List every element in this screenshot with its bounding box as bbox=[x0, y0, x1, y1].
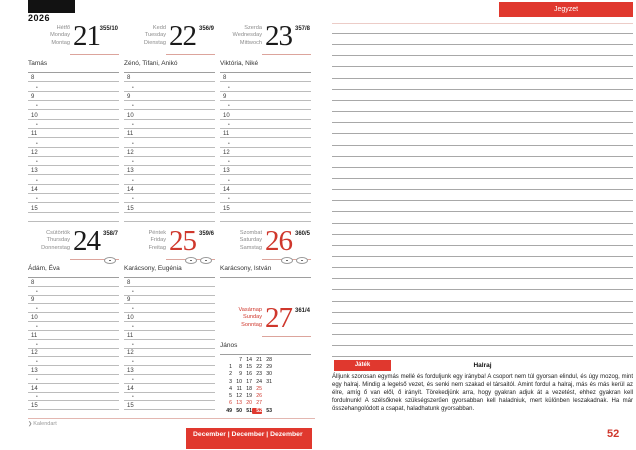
note-line bbox=[332, 33, 633, 34]
hour-row: 9 bbox=[220, 92, 311, 101]
nameday: Ádám, Éva bbox=[28, 264, 119, 278]
day-number: 27 bbox=[265, 302, 292, 334]
half-hour-row: • bbox=[28, 120, 119, 129]
calendar-day-cell[interactable]: 31 bbox=[266, 378, 272, 385]
blank-space bbox=[220, 278, 311, 304]
moon-phase-icon bbox=[200, 257, 212, 264]
half-hour-row: • bbox=[28, 194, 119, 203]
day-number: 22 bbox=[169, 20, 196, 52]
hour-row: 10 bbox=[28, 313, 119, 322]
half-hour-row: • bbox=[28, 287, 119, 296]
half-hour-row: • bbox=[124, 375, 215, 384]
hour-grid bbox=[220, 73, 311, 222]
day-number: 23 bbox=[265, 20, 292, 52]
hour-row: 8 bbox=[28, 278, 119, 287]
day-label-en: Sunday bbox=[243, 314, 262, 321]
hour-row: 9 bbox=[28, 92, 119, 101]
note-line bbox=[332, 156, 633, 157]
note-line bbox=[332, 323, 633, 324]
calendar-day-cell[interactable]: 28 bbox=[266, 356, 272, 363]
day-label-en: Wednesday bbox=[232, 32, 262, 39]
calendar-day-cell[interactable]: 26 bbox=[256, 393, 262, 400]
half-hour-row bbox=[28, 213, 119, 222]
hour-grid bbox=[28, 73, 119, 222]
page-number: 52 bbox=[607, 428, 620, 440]
hour-row: 9 bbox=[124, 92, 215, 101]
hour-grid bbox=[124, 73, 215, 222]
hour-row: 11 bbox=[28, 129, 119, 138]
hour-row: 12 bbox=[28, 349, 119, 358]
mini-calendar[interactable] bbox=[222, 356, 276, 414]
calendar-day-cell[interactable]: 7 bbox=[239, 356, 242, 363]
day-of-year: 358/7 bbox=[102, 231, 118, 237]
half-hour-row: • bbox=[124, 287, 215, 296]
brand-name: Kalendart bbox=[33, 421, 57, 427]
day-label-de: Samstag bbox=[239, 244, 262, 251]
hour-row: 12 bbox=[124, 349, 215, 358]
hour-row: 11 bbox=[28, 331, 119, 340]
moon-phase-icon bbox=[296, 257, 308, 264]
week-number-cell: 50 bbox=[236, 407, 242, 414]
day-label-hu: Csütörtök bbox=[46, 230, 70, 236]
day-label-en: Saturday bbox=[239, 237, 262, 244]
half-hour-row: • bbox=[124, 82, 215, 91]
note-line bbox=[332, 145, 633, 146]
divider bbox=[166, 54, 215, 55]
calendar-day-cell[interactable]: 23 bbox=[256, 371, 262, 378]
hour-row: 15 bbox=[28, 401, 119, 410]
calendar-day-cell[interactable]: 17 bbox=[246, 378, 252, 385]
nameday: Tamás bbox=[28, 59, 119, 73]
day-label-de: Montag bbox=[51, 39, 70, 46]
half-hour-row: • bbox=[28, 340, 119, 349]
day-labels bbox=[220, 307, 262, 329]
day-labels bbox=[220, 25, 262, 47]
day-number: 25 bbox=[169, 225, 196, 257]
day-label-de: Freitag bbox=[148, 244, 166, 251]
week-number-cell: 53 bbox=[266, 407, 272, 414]
hour-row: 14 bbox=[124, 384, 215, 393]
divider bbox=[70, 54, 119, 55]
hour-row: 15 bbox=[124, 203, 215, 212]
note-line bbox=[332, 234, 633, 235]
half-hour-row: • bbox=[124, 101, 215, 110]
holiday-icon bbox=[185, 257, 197, 264]
day-of-year: 356/9 bbox=[198, 26, 214, 32]
hour-grid bbox=[124, 278, 215, 419]
half-hour-row: • bbox=[28, 157, 119, 166]
calendar-day-cell[interactable]: 20 bbox=[246, 400, 252, 407]
day-block-monday bbox=[28, 22, 119, 222]
half-hour-row: • bbox=[220, 194, 311, 203]
hour-row: 14 bbox=[28, 384, 119, 393]
hour-row: 12 bbox=[220, 148, 311, 157]
note-line bbox=[332, 133, 633, 134]
half-hour-row bbox=[124, 213, 215, 222]
half-hour-row bbox=[220, 213, 311, 222]
hour-row: 9 bbox=[124, 296, 215, 305]
note-line bbox=[332, 278, 633, 279]
half-hour-row: • bbox=[28, 82, 119, 91]
moon-phase-icon bbox=[104, 257, 116, 264]
nameday: Viktória, Niké bbox=[220, 59, 311, 73]
note-line bbox=[332, 256, 633, 257]
calendar-day-cell[interactable]: 21 bbox=[256, 356, 262, 363]
day-label-hu: Kedd bbox=[152, 25, 166, 31]
hour-row: 8 bbox=[28, 73, 119, 82]
note-line bbox=[332, 223, 633, 224]
hour-row: 11 bbox=[124, 331, 215, 340]
note-line bbox=[332, 334, 633, 335]
day-label-hu: Szerda bbox=[244, 25, 262, 31]
day-label-en: Friday bbox=[150, 237, 166, 244]
half-hour-row: • bbox=[28, 138, 119, 147]
day-of-year: 357/8 bbox=[294, 26, 310, 32]
calendar-day-cell[interactable]: 18 bbox=[246, 385, 252, 392]
brand-logo-icon: ❯ bbox=[28, 421, 33, 427]
half-hour-row: • bbox=[124, 120, 215, 129]
calendar-day-cell[interactable]: 10 bbox=[236, 378, 242, 385]
phase-icons bbox=[104, 257, 116, 264]
half-hour-row: • bbox=[124, 393, 215, 402]
week-number-cell: 52 bbox=[252, 408, 262, 414]
calendar-day-cell[interactable]: 25 bbox=[256, 385, 262, 392]
day-header bbox=[28, 227, 119, 264]
hour-row: 11 bbox=[124, 129, 215, 138]
hour-row: 10 bbox=[124, 110, 215, 119]
day-label-de: Donnerstag bbox=[41, 244, 70, 251]
calendar-day-cell[interactable]: 12 bbox=[236, 393, 242, 400]
note-line bbox=[332, 55, 633, 56]
day-of-year: 361/4 bbox=[294, 308, 310, 314]
hour-row: 13 bbox=[28, 366, 119, 375]
calendar-day-cell[interactable]: 3 bbox=[229, 378, 232, 385]
hour-grid bbox=[28, 278, 119, 419]
day-label-hu: Vasárnap bbox=[238, 307, 262, 313]
hour-row: 10 bbox=[220, 110, 311, 119]
day-header bbox=[220, 22, 311, 59]
day-header bbox=[220, 304, 311, 341]
day-labels bbox=[124, 230, 166, 252]
half-hour-row: • bbox=[28, 175, 119, 184]
calendar-day-cell[interactable]: 16 bbox=[246, 371, 252, 378]
hour-row: 10 bbox=[124, 313, 215, 322]
hour-row: 8 bbox=[124, 278, 215, 287]
week-number-cell: 51 bbox=[246, 407, 252, 414]
calendar-day-cell[interactable]: 22 bbox=[256, 363, 262, 370]
note-line bbox=[332, 267, 633, 268]
hour-row: 14 bbox=[220, 185, 311, 194]
day-block-saturday bbox=[220, 227, 311, 278]
half-hour-row: • bbox=[28, 393, 119, 402]
note-line bbox=[332, 178, 633, 179]
divider bbox=[28, 418, 315, 419]
calendar-day-cell[interactable]: 5 bbox=[229, 393, 232, 400]
note-line bbox=[332, 44, 633, 45]
day-label-en: Monday bbox=[50, 32, 70, 39]
half-hour-row: • bbox=[28, 357, 119, 366]
day-labels bbox=[28, 25, 70, 47]
game-title: Halraj bbox=[473, 362, 492, 369]
note-line bbox=[332, 312, 633, 313]
corner-tab bbox=[28, 0, 75, 13]
calendar-day-cell[interactable]: 19 bbox=[246, 393, 252, 400]
half-hour-row: • bbox=[124, 304, 215, 313]
divider bbox=[262, 54, 311, 55]
half-hour-row: • bbox=[124, 175, 215, 184]
day-number: 21 bbox=[73, 20, 100, 52]
hour-row: 9 bbox=[28, 296, 119, 305]
calendar-day-cell[interactable]: 2 bbox=[229, 371, 232, 378]
note-line bbox=[332, 345, 633, 346]
calendar-day-cell[interactable]: 8 bbox=[239, 363, 242, 370]
calendar-day-cell[interactable]: 9 bbox=[239, 371, 242, 378]
day-label-en: Thursday bbox=[46, 237, 70, 244]
hour-row: 13 bbox=[124, 366, 215, 375]
hour-row: 13 bbox=[28, 166, 119, 175]
day-labels bbox=[220, 230, 262, 252]
half-hour-row: • bbox=[220, 82, 311, 91]
half-hour-row: • bbox=[124, 194, 215, 203]
nameday: Karácsony, Eugénia bbox=[124, 264, 215, 278]
hour-row: 15 bbox=[220, 203, 311, 212]
holiday-icon bbox=[281, 257, 293, 264]
calendar-day-cell[interactable]: 30 bbox=[266, 371, 272, 378]
half-hour-row: • bbox=[28, 304, 119, 313]
hour-row: 12 bbox=[124, 148, 215, 157]
note-line bbox=[332, 167, 633, 168]
hour-row: 13 bbox=[220, 166, 311, 175]
day-labels bbox=[28, 230, 70, 252]
half-hour-row: • bbox=[124, 357, 215, 366]
hour-row: 10 bbox=[28, 110, 119, 119]
weekend-column bbox=[220, 227, 311, 419]
hour-row: 15 bbox=[28, 203, 119, 212]
week-number-cell: 49 bbox=[226, 407, 232, 414]
game-tab[interactable]: Játék bbox=[334, 360, 391, 371]
hour-row: 14 bbox=[28, 185, 119, 194]
half-hour-row: • bbox=[220, 138, 311, 147]
month-tab[interactable]: December | December | Dezember bbox=[186, 428, 312, 449]
half-hour-row: • bbox=[124, 157, 215, 166]
day-label-en: Tuesday bbox=[144, 32, 166, 39]
half-hour-row: • bbox=[124, 138, 215, 147]
brand-logo bbox=[28, 421, 57, 427]
note-line bbox=[332, 89, 633, 90]
day-label-hu: Péntek bbox=[148, 230, 166, 236]
day-header bbox=[28, 22, 119, 59]
calendar-day-cell[interactable]: 14 bbox=[246, 356, 252, 363]
note-line bbox=[332, 122, 633, 123]
half-hour-row: • bbox=[124, 322, 215, 331]
half-hour-row: • bbox=[220, 101, 311, 110]
half-hour-row: • bbox=[220, 157, 311, 166]
note-line bbox=[332, 245, 633, 246]
calendar-day-cell[interactable]: 1 bbox=[229, 363, 232, 370]
hour-row: 11 bbox=[220, 129, 311, 138]
calendar-day-cell[interactable]: 27 bbox=[256, 400, 262, 407]
nameday: Karácsony, István bbox=[220, 264, 311, 278]
note-line bbox=[332, 66, 633, 67]
nameday: János bbox=[220, 341, 311, 355]
nameday: Zénó, Tifani, Anikó bbox=[124, 59, 215, 73]
day-block-friday bbox=[124, 227, 215, 419]
phase-icons bbox=[185, 257, 212, 264]
calendar-day-cell[interactable]: 4 bbox=[229, 385, 232, 392]
day-number: 26 bbox=[265, 225, 292, 257]
hour-row: 14 bbox=[124, 185, 215, 194]
hour-row: 15 bbox=[124, 401, 215, 410]
note-line bbox=[332, 100, 633, 101]
hour-row: 13 bbox=[124, 166, 215, 175]
day-block-thursday bbox=[28, 227, 119, 419]
calendar-day-cell[interactable]: 13 bbox=[236, 400, 242, 407]
note-line bbox=[332, 301, 633, 302]
calendar-day-cell[interactable]: 24 bbox=[256, 378, 262, 385]
day-header bbox=[124, 227, 215, 264]
calendar-day-cell[interactable]: 29 bbox=[266, 363, 272, 370]
notes-tab[interactable]: Jegyzet bbox=[499, 2, 633, 17]
note-line bbox=[332, 356, 633, 357]
day-label-de: Dienstag bbox=[143, 39, 166, 46]
half-hour-row: • bbox=[220, 175, 311, 184]
day-label-de: Sonntag bbox=[241, 321, 262, 328]
half-hour-row: • bbox=[28, 375, 119, 384]
day-label-hu: Szombat bbox=[239, 230, 262, 236]
note-line bbox=[332, 78, 633, 79]
notes-page bbox=[332, 0, 633, 450]
note-line bbox=[332, 211, 633, 212]
day-label-de: Mittwoch bbox=[239, 39, 262, 46]
note-line bbox=[332, 200, 633, 201]
day-block-sunday bbox=[220, 304, 311, 355]
day-number: 24 bbox=[73, 225, 100, 257]
day-block-tuesday bbox=[124, 22, 215, 222]
day-header bbox=[124, 22, 215, 59]
divider bbox=[262, 336, 311, 337]
half-hour-row: • bbox=[28, 101, 119, 110]
day-of-year: 359/6 bbox=[198, 231, 214, 237]
day-header bbox=[220, 227, 311, 264]
hour-row: 12 bbox=[28, 148, 119, 157]
half-hour-row: • bbox=[220, 120, 311, 129]
day-labels bbox=[124, 25, 166, 47]
note-line bbox=[332, 111, 633, 112]
hour-row: 8 bbox=[220, 73, 311, 82]
year-label: 2026 bbox=[28, 13, 51, 23]
calendar-day-cell[interactable]: 11 bbox=[236, 385, 242, 392]
note-line bbox=[332, 189, 633, 190]
note-line bbox=[332, 289, 633, 290]
half-hour-row: • bbox=[124, 340, 215, 349]
divider bbox=[332, 23, 633, 24]
calendar-day-cell[interactable]: 15 bbox=[246, 363, 252, 370]
day-of-year: 360/5 bbox=[294, 231, 310, 237]
day-label-hu: Hétfő bbox=[56, 25, 70, 31]
hour-row: 8 bbox=[124, 73, 215, 82]
phase-icons bbox=[281, 257, 308, 264]
half-hour-row: • bbox=[28, 322, 119, 331]
day-of-year: 355/10 bbox=[99, 26, 118, 32]
game-description: Álljunk szorosan egymás mellé és forduljunk egy irányba! A csoport nem túl gyorsan elindul, és úgy mozog, mint egy halraj. Mindig a legelső vezet, és senki nem szakad el társaitól. Amint fordul a halraj, más és más kerül az élre, amíg ő van elől, ő irányít. Törekedjünk arra, hogy gyakran adjuk át a vezetést, ehhez gyakran kell fordulnunk! A szélsőknek szükségszerűen gyorsabban kell haladniuk, mert különben leszakadnak. Ha már összehangolódott a csapat, haladhatunk gyorsabban. bbox=[332, 374, 633, 412]
day-block-wednesday bbox=[220, 22, 311, 222]
calendar-day-cell[interactable]: 6 bbox=[229, 400, 232, 407]
